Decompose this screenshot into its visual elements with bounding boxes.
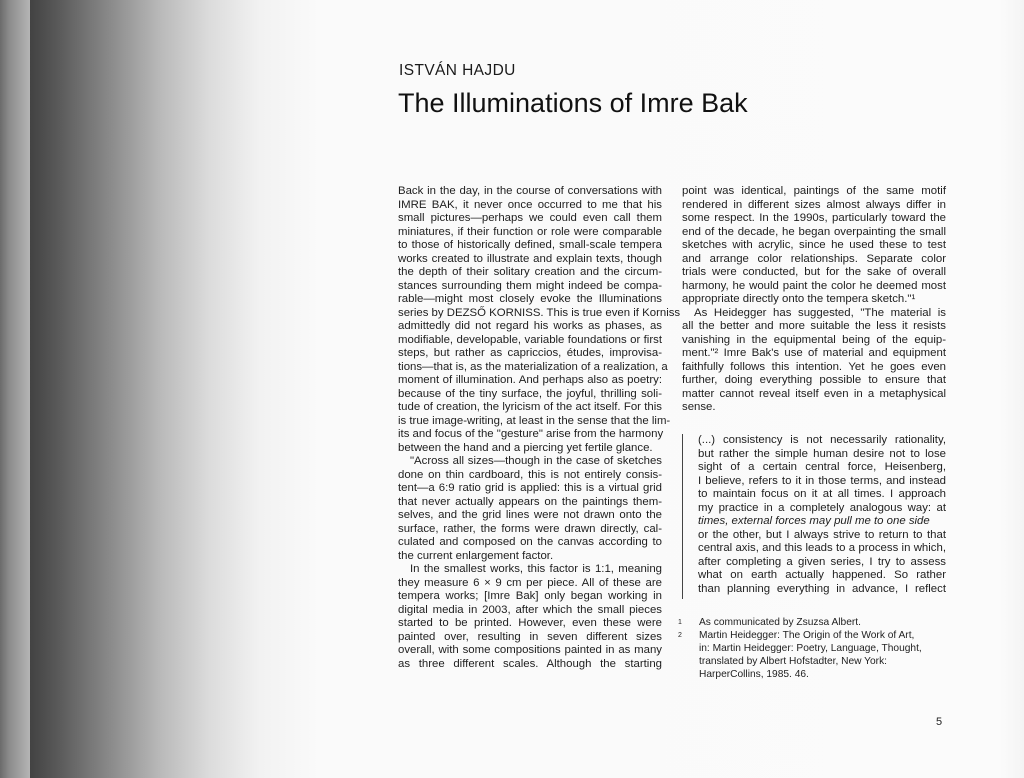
text-line: steps, but rather as capriccios, études, improvisa- <box>398 347 662 359</box>
text-line: admittedly did not regard his works as phases, as <box>398 320 662 332</box>
text-line: harmony, he would paint the color he deemed most <box>682 279 946 292</box>
text-line: point was identical, paintings of the same motif <box>682 185 946 197</box>
text-line: rable—might most closely evoke the Illuminations <box>398 293 662 305</box>
text-line: because of the tiny surface, the joyful, thrilling soli- <box>398 387 662 400</box>
text-line: moment of illumination. And perhaps also as poetry: <box>398 374 662 386</box>
quote-line: sight of a certain central force, Heisenberg, <box>698 461 946 473</box>
text-line: all the better and more suitable the less it resists <box>682 320 946 332</box>
quote-line: or the other, but I always strive to return to that <box>698 528 946 541</box>
footnote-text: Martin Heidegger: The Origin of the Work of Art, <box>699 630 915 641</box>
text-line: stances surrounding them might indeed be compa- <box>398 279 662 292</box>
quote-line: what on earth actually happened. So rather <box>698 569 946 581</box>
footnote-number: 1 <box>678 619 682 626</box>
text-line: tions—that is, as the materialization of a realization, a <box>398 360 668 373</box>
text-line: IMRE BAK, it never once occurred to me that his <box>398 198 662 211</box>
text-line: faithfully follows this intention. Yet he goes even <box>682 360 946 373</box>
text-line: "Across all sizes—though in the case of sketches <box>410 455 662 467</box>
text-line: ment."² Imre Bak's use of material and equipment <box>682 347 946 359</box>
page-number: 5 <box>936 716 943 728</box>
text-line: painted over, resulting in seven different sizes <box>398 630 662 643</box>
text-line: selves, and the grid lines were not drawn onto the <box>398 509 662 521</box>
footnote-text: translated by Albert Hofstadter, New York: <box>699 656 888 667</box>
quote-line: after completing a given series, I try to assess <box>698 555 946 568</box>
text-line: the depth of their solitary creation and the circum- <box>398 266 662 278</box>
quote-line: but rather the simple human desire not to lose <box>698 447 946 460</box>
text-line: is true image-writing, at least in the sense that the lim- <box>398 414 671 427</box>
text-line: surface, rather, the forms were drawn directly, cal- <box>398 522 662 535</box>
body-column-left <box>398 185 681 671</box>
footnote-2 <box>678 629 948 683</box>
text-line: sketches with acrylic, since he used these to test <box>682 239 946 251</box>
quote-line: central axis, and this leads to a process in which, <box>698 542 946 554</box>
footnote-number: 2 <box>678 632 682 639</box>
text-line: and arrange color relationships. Separate color <box>682 252 946 265</box>
text-line: between the hand and a piercing yet fertile glance. <box>398 441 653 454</box>
text-line: vanishing in the equipmental being of the equip- <box>682 333 946 346</box>
text-line: small pictures—perhaps we could even call them <box>398 212 662 224</box>
quote-line: to maintain focus on it at all times. I approach <box>698 488 946 500</box>
article-title: The Illuminations of Imre Bak <box>398 88 748 118</box>
text-line: end of the decade, he began overpainting the small <box>682 225 946 238</box>
text-line: rendered in different sizes almost always differ in <box>682 198 946 211</box>
text-line: modifiable, developable, variable foundations or first <box>398 333 662 346</box>
author-name: ISTVÁN HAJDU <box>399 62 516 79</box>
text-line: overall, with some compositions painted in as many <box>398 644 662 656</box>
text-line: digital media in 2003, after which the small pieces <box>398 603 662 616</box>
text-line: started to be printed. However, even these were <box>398 617 662 629</box>
text-line: further, doing everything possible to ensure that <box>682 374 946 386</box>
quote-rule <box>682 434 683 599</box>
text-line: its and focus of the "gesture" arise from the harmony <box>398 428 664 440</box>
quote-text <box>698 434 946 596</box>
quote-line: I believe, refers to it in those terms, and instead <box>698 474 946 487</box>
text-line: In the smallest works, this factor is 1:1, meaning <box>410 563 662 575</box>
text-line: tent—a 6:9 ratio grid is applied: this is a virtual grid <box>398 482 662 494</box>
text-line: tude of creation, the lyricism of the act itself. For this <box>398 401 662 413</box>
text-line: As Heidegger has suggested, "The material is <box>694 306 946 319</box>
text-line: tempera works; [Imre Bak] only began working in <box>398 590 662 602</box>
text-line: that never actually appears on the paintings them- <box>398 495 662 508</box>
text-line: Back in the day, in the course of conversations with <box>398 185 662 197</box>
body-column-right <box>682 185 946 415</box>
text-line: matter cannot reveal itself even in a metaphysical <box>682 387 946 400</box>
text-line: miniatures, if their function or role were comparable <box>398 225 662 238</box>
quote-line: (...) consistency is not necessarily rationality, <box>698 434 946 446</box>
text-line: works created to illustrate and explain texts, though <box>398 252 662 265</box>
quote-line: than planning everything in advance, I reflect <box>698 582 946 595</box>
text-line: appropriate directly onto the tempera sketch."¹ <box>682 293 916 305</box>
text-line: the current enlargement factor. <box>398 549 554 562</box>
footnote-1 <box>678 616 948 630</box>
text-line: series by DEZSŐ KORNISS. This is true even if Korniss <box>398 306 681 319</box>
footnote-text: As communicated by Zsuzsa Albert. <box>699 617 861 628</box>
text-line: sense. <box>682 401 716 413</box>
text-line: done on thin cardboard, this is not entirely consis- <box>398 468 662 481</box>
footnote-text: HarperCollins, 1985. 46. <box>699 669 809 680</box>
text-line: trials were conducted, but for the sake of overall <box>682 266 946 278</box>
text-line: to those of historically defined, small-scale tempera <box>398 239 662 251</box>
text-line: they measure 6 × 9 cm per piece. All of these are <box>398 576 662 589</box>
text-line: some respect. In the 1990s, particularly toward the <box>682 212 946 224</box>
quote-line: times, external forces may pull me to one side <box>698 515 930 527</box>
footnote-text: in: Martin Heidegger: Poetry, Language, Thought, <box>699 643 922 654</box>
quote-line: my practice in a completely analogous way: at <box>698 501 946 514</box>
text-line: culated and composed on the canvas according to <box>398 536 662 548</box>
text-line: as three different scales. Although the starting <box>398 657 662 670</box>
